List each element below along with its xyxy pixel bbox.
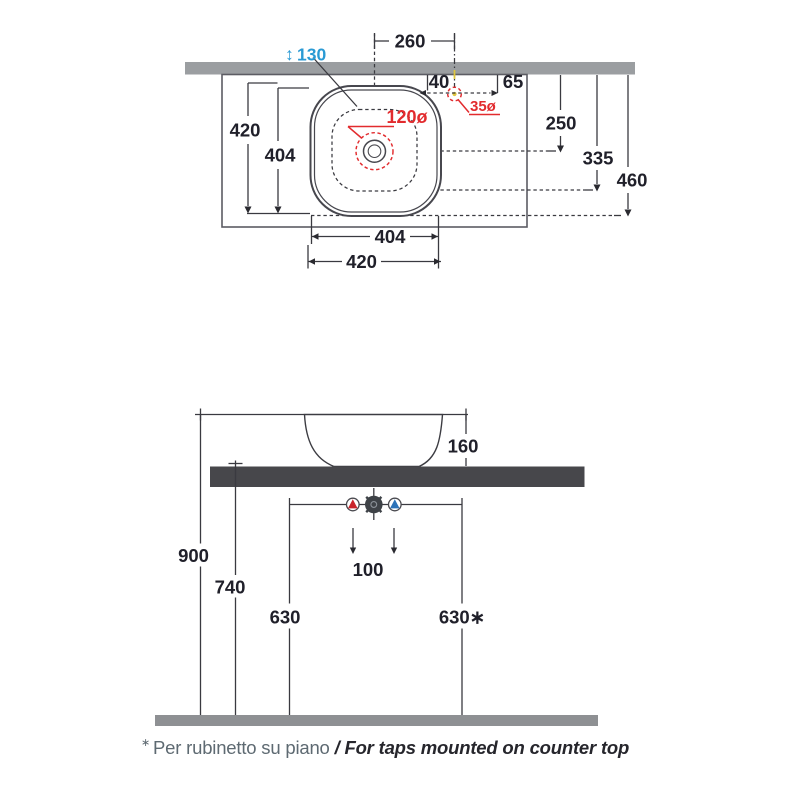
cold-water-icon bbox=[389, 498, 402, 511]
footnote-english: / For taps mounted on counter top bbox=[334, 737, 630, 758]
dim-basin-height: 160 bbox=[447, 435, 479, 457]
dim-basin-depth: 130 bbox=[297, 44, 327, 65]
dim-tap-hole-diameter: 35ø bbox=[470, 98, 496, 115]
footnote-italian: Per rubinetto su piano bbox=[153, 737, 335, 758]
drain-valve-icon bbox=[365, 496, 383, 514]
footnote bbox=[141, 736, 701, 759]
floor-line bbox=[155, 715, 598, 726]
dim-supply-spacing: 100 bbox=[352, 559, 384, 580]
dim-drain-height-left: 630 bbox=[269, 606, 301, 628]
dim-inner-width: 404 bbox=[374, 226, 406, 247]
depth-arrow-icon: ↕ bbox=[285, 44, 294, 64]
dim-wall-to-front: 460 bbox=[616, 169, 648, 191]
drain-top-view bbox=[364, 140, 386, 162]
dim-wall-to-drain: 250 bbox=[545, 112, 577, 134]
dim-tap-to-edge: 65 bbox=[502, 71, 524, 92]
top-view bbox=[185, 31, 650, 273]
dim-drain-height-right: 630∗ bbox=[438, 606, 486, 628]
dim-tap-offset: 40 bbox=[428, 71, 450, 92]
dim-center-to-tap: 260 bbox=[394, 30, 426, 52]
countertop-side-view bbox=[210, 467, 585, 488]
footnote-marker: ∗ bbox=[141, 737, 151, 749]
dim-inner-depth: 404 bbox=[264, 144, 296, 166]
dim-drain-diameter: 120ø bbox=[386, 107, 428, 127]
dim-wall-to-inner-front: 335 bbox=[582, 147, 614, 169]
tap-symbols-row bbox=[290, 488, 463, 520]
washbasin-side-view bbox=[305, 415, 443, 467]
dim-rim-height: 900 bbox=[178, 545, 209, 566]
dim-outer-depth: 420 bbox=[229, 119, 261, 141]
hot-water-icon bbox=[347, 498, 360, 511]
dim-outer-width: 420 bbox=[346, 251, 377, 272]
countertop-edge-top-view bbox=[185, 62, 635, 75]
side-view bbox=[155, 409, 598, 727]
dim-right-lines bbox=[557, 75, 632, 217]
supply-direction-arrows bbox=[350, 528, 397, 554]
dim-counter-height: 740 bbox=[214, 576, 246, 598]
